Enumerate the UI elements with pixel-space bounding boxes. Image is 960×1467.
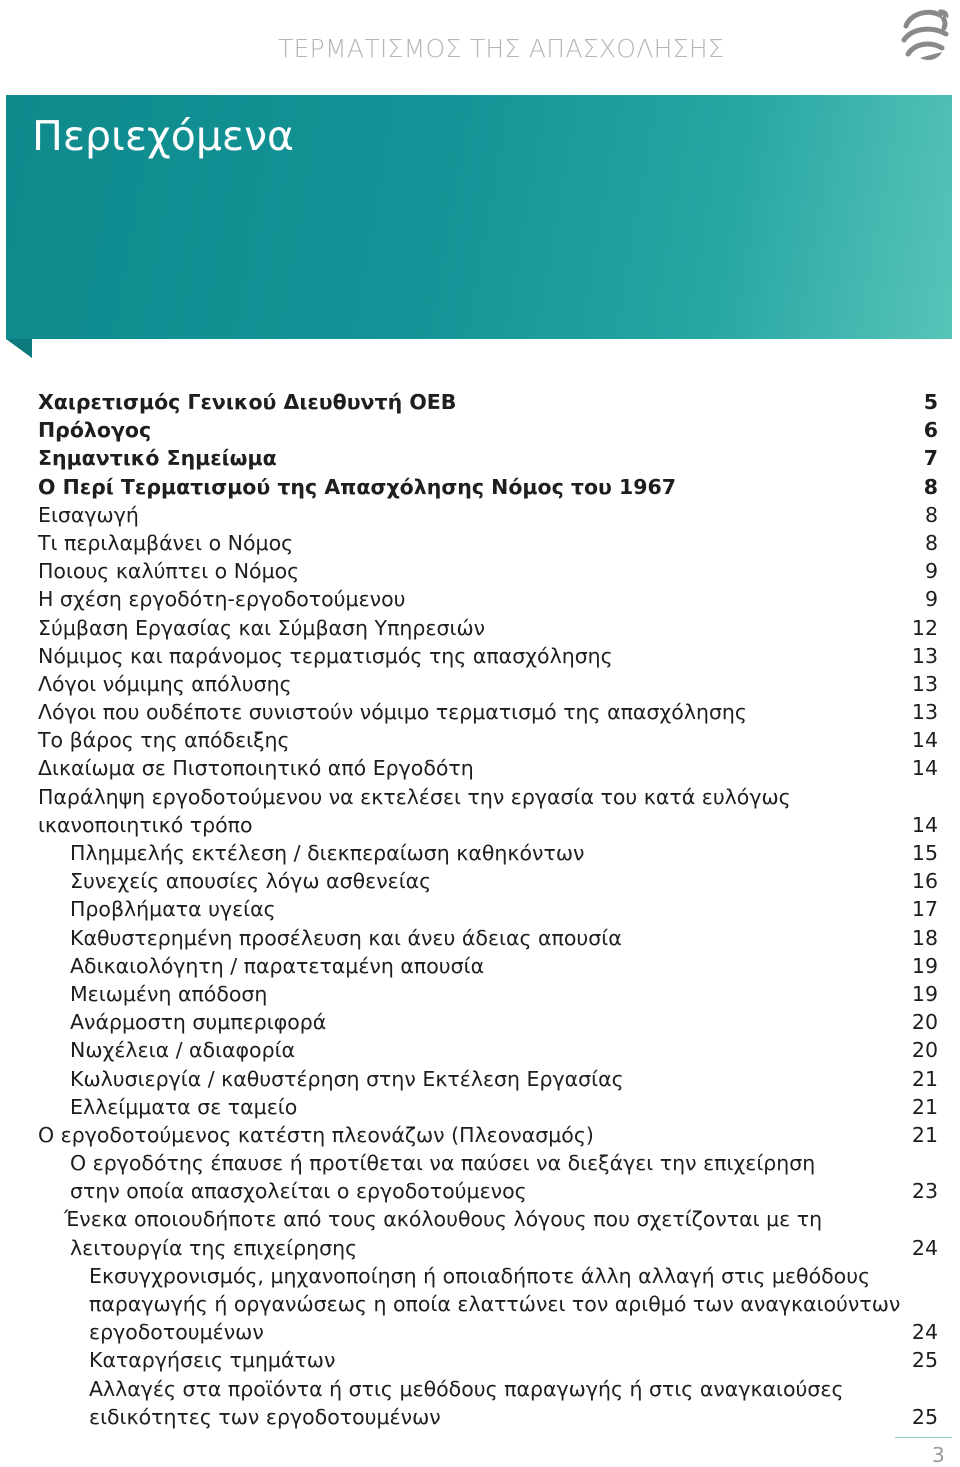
toc-entry[interactable] (0, 1262, 960, 1290)
toc-entry-page: 7 (923, 446, 938, 471)
toc-entry-page: 14 (911, 812, 938, 837)
toc-entry[interactable] (0, 585, 960, 613)
toc-entry-title: παραγωγής ή οργανώσεως η οποία ελαττώνει τον αριθμό των αναγκαιούντων (89, 1292, 901, 1316)
toc-entry-title: Η σχέση εργοδότη-εργοδοτούμενου (38, 587, 406, 612)
toc-entry-title: Καθυστερημένη προσέλευση και άνευ άδειας απουσία (70, 925, 622, 950)
toc-entry[interactable] (0, 726, 960, 754)
toc-entry[interactable] (0, 1093, 960, 1121)
toc-entry-page: 9 (924, 587, 938, 612)
toc-entry-page: 13 (911, 643, 938, 668)
toc-entry-title: Το βάρος της απόδειξης (38, 728, 290, 753)
toc-entry-page: 21 (911, 1066, 938, 1091)
toc-entry-page: 15 (911, 841, 938, 865)
toc-entry-page: 19 (911, 981, 938, 1006)
toc-entry-title: Εκσυγχρονισμός, μηχανοποίηση ή οποιαδήποτε άλλη αλλαγή στις μεθόδους (89, 1263, 871, 1288)
toc-entry[interactable] (0, 924, 960, 952)
toc-entry-title: Νόμιμος και παράνομος τερματισμός της απασχόλησης (38, 643, 613, 668)
toc-entry-title: εργοδοτουμένων (89, 1320, 264, 1345)
toc-entry[interactable] (0, 754, 960, 782)
toc-entry-page: 20 (911, 1010, 938, 1035)
toc-entry-page: 5 (923, 390, 938, 414)
toc-entry-title: Ποιους καλύπτει ο Νόμος (38, 559, 300, 584)
table-of-contents (0, 388, 960, 1431)
toc-entry[interactable] (0, 1234, 960, 1262)
page-number: 3 (932, 1443, 945, 1467)
toc-entry-page: 20 (911, 1038, 938, 1063)
page-title: Περιεχόμενα (32, 112, 294, 160)
toc-entry-page: 14 (911, 756, 938, 781)
toc-entry-title: Πρόλογος (38, 418, 152, 443)
toc-entry-page: 9 (924, 559, 938, 584)
toc-entry-title: Μειωμένη απόδοση (70, 981, 268, 1006)
toc-entry-title: Καταργήσεις τμημάτων (89, 1348, 336, 1373)
toc-entry[interactable] (0, 416, 960, 444)
toc-entry-page: 25 (911, 1404, 938, 1429)
toc-entry[interactable] (0, 1205, 960, 1233)
toc-entry[interactable] (0, 473, 960, 501)
toc-entry[interactable] (0, 952, 960, 980)
toc-entry-page: 6 (923, 418, 938, 443)
toc-entry-page: 17 (911, 897, 938, 922)
toc-entry[interactable] (0, 501, 960, 529)
toc-entry[interactable] (0, 557, 960, 585)
toc-entry-title: Ανάρμοστη συμπεριφορά (70, 1010, 327, 1035)
toc-entry[interactable] (0, 1318, 960, 1346)
toc-entry-page: 24 (911, 1235, 938, 1260)
toc-entry-page: 21 (911, 1094, 938, 1119)
toc-entry[interactable] (0, 1403, 960, 1431)
toc-entry-title: Ο εργοδοτούμενος κατέστη πλεονάζων (Πλεονασμός) (38, 1122, 594, 1147)
toc-entry[interactable] (0, 614, 960, 642)
toc-entry-page: 14 (911, 728, 938, 753)
toc-entry[interactable] (0, 529, 960, 557)
toc-entry-title: Δικαίωμα σε Πιστοποιητικό από Εργοδότη (38, 756, 474, 781)
toc-entry-page: 23 (911, 1179, 938, 1204)
toc-entry-title: λειτουργία της επιχείρησης (70, 1235, 358, 1260)
toc-entry[interactable] (0, 980, 960, 1008)
toc-entry[interactable] (0, 444, 960, 472)
toc-entry[interactable] (0, 1149, 960, 1177)
toc-entry-title: Λόγοι νόμιμης απόλυσης (38, 671, 292, 696)
toc-entry[interactable] (0, 642, 960, 670)
toc-entry[interactable] (0, 1346, 960, 1374)
toc-entry-title: Σημαντικό Σημείωμα (38, 446, 277, 471)
toc-entry-title: Προβλήματα υγείας (70, 897, 276, 922)
toc-entry-page: 24 (911, 1320, 938, 1345)
toc-entry[interactable] (0, 867, 960, 895)
leaf-emblem-icon (898, 6, 952, 64)
toc-entry-title: Ελλείμματα σε ταμείο (70, 1094, 298, 1119)
toc-entry-title: Ο εργοδότης έπαυσε ή προτίθεται να παύσει να διεξάγει την επιχείρηση (70, 1151, 816, 1176)
toc-entry-title: Αδικαιολόγητη / παρατεταμένη απουσία (70, 953, 485, 978)
toc-entry[interactable] (0, 895, 960, 923)
toc-entry-page: 12 (911, 615, 938, 640)
toc-entry-page: 8 (923, 474, 938, 499)
running-header-title: ΤΕΡΜΑΤΙΣΜΟΣ ΤΗΣ ΑΠΑΣΧΟΛΗΣΗΣ (278, 34, 725, 63)
toc-entry-page: 8 (924, 502, 938, 527)
banner-fold (6, 339, 32, 358)
toc-entry[interactable] (0, 1121, 960, 1149)
toc-entry-page: 13 (911, 700, 938, 725)
toc-entry-title: ειδικότητες των εργοδοτουμένων (89, 1404, 441, 1429)
toc-entry-page: 8 (924, 530, 938, 555)
toc-entry-title: Αλλαγές στα προϊόντα ή στις μεθόδους παραγωγής ή στις αναγκαιούσες (89, 1376, 844, 1401)
toc-entry[interactable] (0, 1375, 960, 1403)
toc-entry-page: 21 (911, 1122, 938, 1147)
toc-entry[interactable] (0, 388, 960, 416)
toc-entry-title: Εισαγωγή (38, 502, 139, 527)
toc-entry-title: στην οποία απασχολείται ο εργοδοτούμενος (70, 1179, 527, 1204)
folio-rule (895, 1437, 952, 1438)
toc-entry-title: ικανοποιητικό τρόπο (38, 812, 253, 837)
toc-entry-title: Ένεκα οποιουδήποτε από τους ακόλουθους λόγους που σχετίζονται με τη (64, 1207, 823, 1232)
toc-entry-title: Χαιρετισμός Γενικού Διευθυντή ΟΕΒ (38, 390, 457, 414)
toc-entry-page: 19 (911, 953, 938, 978)
toc-entry-page: 25 (911, 1348, 938, 1373)
toc-entry[interactable] (0, 1177, 960, 1205)
toc-entry-title: Ο Περί Τερματισμού της Απασχόλησης Νόμος του 1967 (38, 474, 677, 499)
toc-entry-page: 18 (911, 925, 938, 950)
toc-entry-title: Παράληψη εργοδοτούμενου να εκτελέσει την εργασία του κατά ευλόγως (38, 784, 791, 809)
toc-entry-page: 16 (911, 869, 938, 894)
toc-entry-title: Κωλυσιεργία / καθυστέρηση στην Εκτέλεση Εργασίας (70, 1066, 624, 1091)
toc-entry-title: Σύμβαση Εργασίας και Σύμβαση Υπηρεσιών (38, 615, 486, 640)
toc-entry[interactable] (0, 1065, 960, 1093)
toc-entry-title: Λόγοι που ουδέποτε συνιστούν νόμιμο τερματισμό της απασχόλησης (38, 700, 747, 725)
toc-entry[interactable] (0, 670, 960, 698)
toc-entry-title: Νωχέλεια / αδιαφορία (70, 1038, 296, 1063)
toc-entry[interactable] (0, 698, 960, 726)
toc-entry-page: 13 (911, 671, 938, 696)
toc-entry-title: Συνεχείς απουσίες λόγω ασθενείας (70, 869, 432, 894)
toc-entry-title: Πλημμελής εκτέλεση / διεκπεραίωση καθηκόντων (70, 841, 585, 865)
toc-entry[interactable] (0, 839, 960, 867)
toc-entry-title: Τι περιλαμβάνει ο Νόμος (38, 530, 294, 555)
toc-entry[interactable] (0, 1008, 960, 1036)
toc-entry[interactable] (0, 1290, 960, 1318)
toc-entry[interactable] (0, 811, 960, 839)
toc-entry[interactable] (0, 1036, 960, 1064)
toc-entry[interactable] (0, 783, 960, 811)
